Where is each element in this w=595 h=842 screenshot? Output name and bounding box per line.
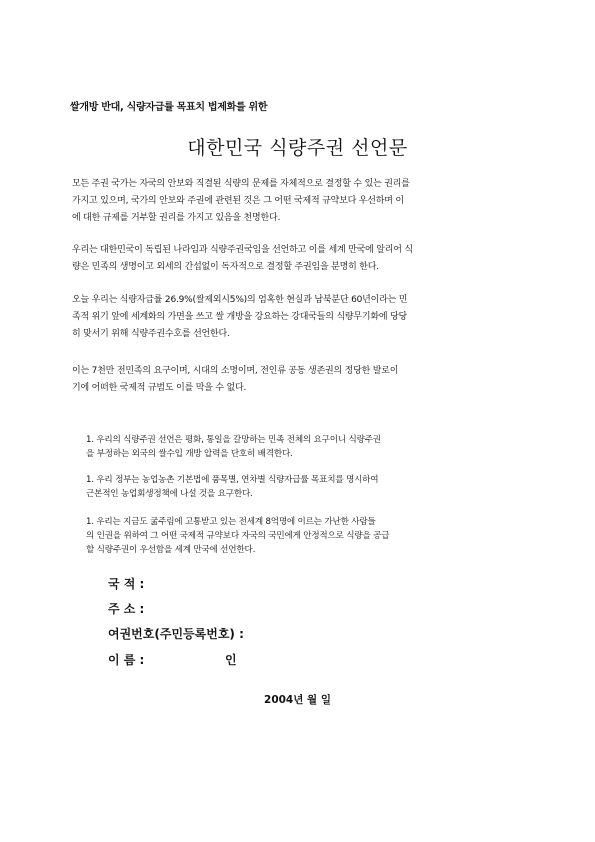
paragraph-1 (72, 176, 527, 227)
resolution-2 (86, 473, 526, 501)
resolution-1 (86, 433, 526, 461)
document-subtitle: 쌀개방 반대, 식량자급률 목표치 법제화를 위한 (70, 102, 268, 113)
paragraph-3 (72, 292, 527, 343)
resolution-line: 1. 우리는 지금도 굶주림에 고통받고 있는 전세계 8억명에 이르는 가난한 사람들 (86, 517, 376, 527)
paragraph-line: 우리는 대한민국이 독립된 나라임과 식량주권국임을 선언하고 이를 세계 만국에 알리어 식 (72, 245, 413, 255)
paragraph-line: 가지고 있으며, 국가의 안보와 주권에 관련된 것은 그 어떤 국제적 규약보다 우선하며 이 (72, 196, 404, 206)
name-field[interactable]: 이 름 : (108, 653, 145, 667)
date-line: 2004년 월 일 (264, 694, 331, 706)
paragraph-line: 이는 7천만 전민족의 요구이며, 시대의 소명이며, 전인류 공동 생존권의 정당한 발로이 (72, 366, 399, 376)
paragraph-line: 히 맞서기 위해 식량주권수호를 선언한다. (72, 329, 230, 339)
resolution-line: 의 인권을 위하여 그 어떤 국제적 규약보다 자국의 국민에게 안정적으로 식량을 공급 (86, 531, 390, 541)
resolution-line: 할 식량주권이 우선함을 세계 만국에 선언한다. (86, 545, 256, 555)
paragraph-line: 족적 위기 앞에 세계화의 가면을 쓰고 쌀 개방을 강요하는 강대국들의 식량무기화에 당당 (72, 312, 408, 322)
paragraph-line: 오늘 우리는 식량자급률 26.9%(쌀제외시5%)의 엄혹한 현실과 남북분단 60년이라는 민 (72, 295, 408, 305)
paragraph-line: 량은 민족의 생명이고 외세의 간섭없이 독자적으로 결정할 주권임을 분명히 한다. (72, 262, 379, 272)
paragraph-2 (72, 242, 527, 276)
passport-number-field[interactable]: 여권번호(주민등록번호) : (108, 627, 244, 641)
resolution-line: 을 부정하는 외국의 쌀수입 개방 압력을 단호히 배격한다. (86, 449, 293, 459)
paragraph-line: 에 대한 규제를 거부할 권리를 가지고 있음을 천명한다. (72, 213, 281, 223)
address-field[interactable]: 주 소 : (108, 602, 145, 616)
paragraph-4 (72, 363, 527, 397)
resolution-3 (86, 515, 526, 557)
resolution-line: 1. 우리의 식량주권 선언은 평화, 통일을 갈망하는 민족 전체의 요구이니 식량주권 (86, 435, 381, 445)
seal-mark: 인 (225, 653, 237, 667)
paragraph-line: 모든 주권 국가는 자국의 안보와 직결된 식량의 문제를 자체적으로 결정할 수 있는 권리를 (72, 179, 410, 189)
document-title: 대한민국 식량주권 선언문 (187, 137, 408, 159)
resolution-line: 1. 우리 정부는 농업농촌 기본법에 품목별, 연차별 식량자급률 목표치를 명시하여 (86, 475, 379, 485)
resolution-line: 근본적인 농업회생정책에 나설 것을 요구한다. (86, 489, 253, 499)
nationality-field[interactable]: 국 적 : (108, 577, 145, 591)
paragraph-line: 기에 어떠한 국제적 규범도 이를 막을 수 없다. (72, 383, 247, 393)
